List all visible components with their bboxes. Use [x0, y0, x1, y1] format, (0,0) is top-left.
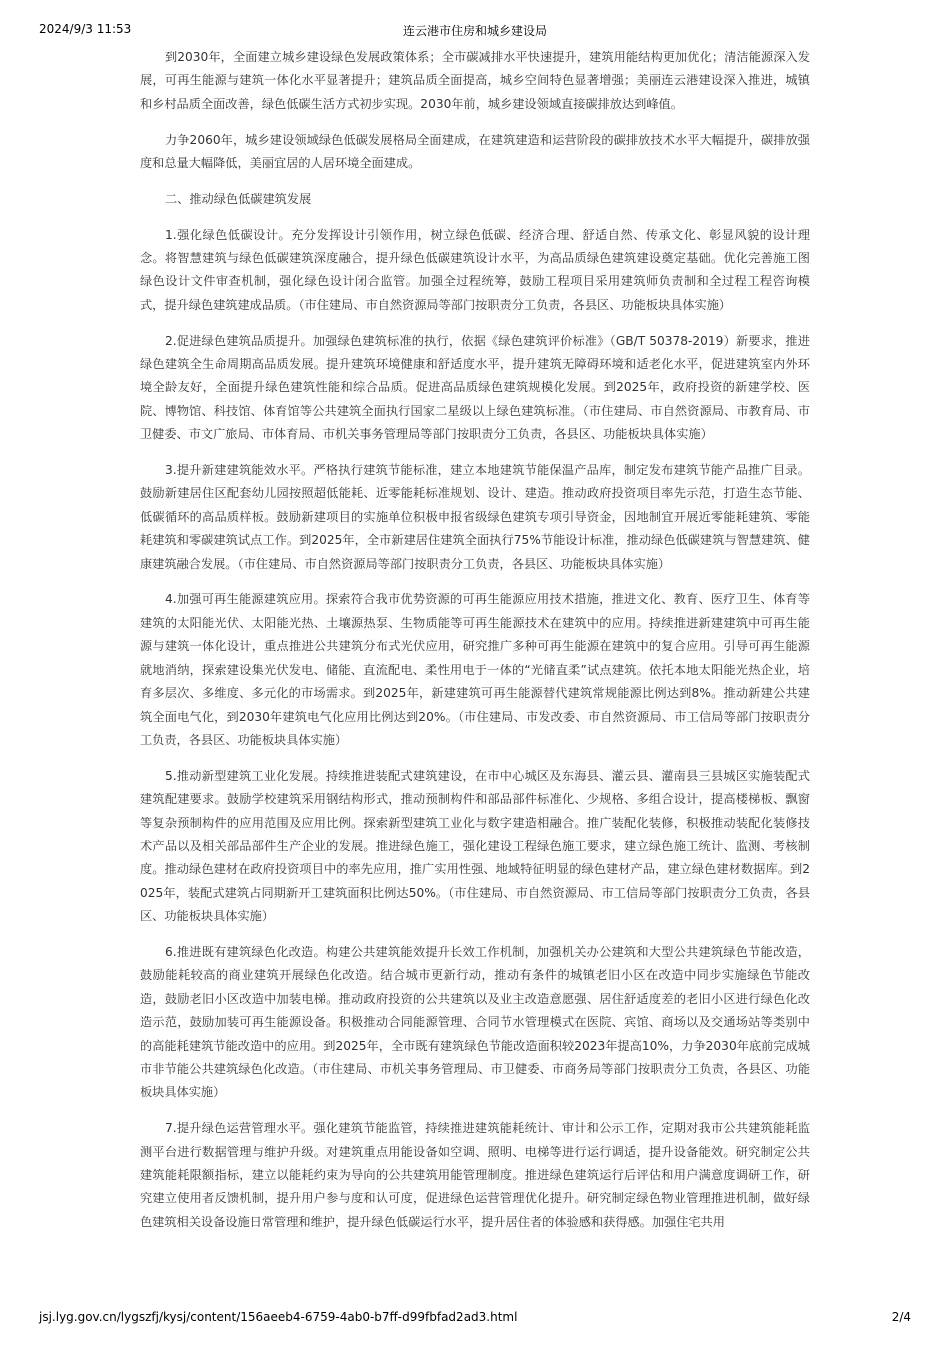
paragraph-item-6: 6.推进既有建筑绿色化改造。构建公共建筑能效提升长效工作机制，加强机关办公建筑和大型公共建筑绿色节能改造，鼓励能耗较高的商业建筑开展绿色化改造。结合城市更新行动，推动有条件的城镇老旧小区在改造中同步实施绿色节能改造，鼓励老旧小区改造中加装电梯。推动政府投资的公共建筑以及业主改造意愿强、居住舒适度差的老旧小区进行绿色化改造示范，鼓励加装可再生能源设备。积极推动合同能源管理、合同节水管理模式在医院、宾馆、商场以及交通场站等类别中的高能耗建筑节能改造中的应用。到2025年，全市既有建筑绿色节能改造面积较2023年提高10%，力争2030年底前完成城市非节能公共建筑绿色化改造。（市住建局、市机关事务管理局、市卫健委、市商务局等部门按职责分工负责，各县区、功能板块具体实施）: [140, 944, 810, 1100]
page-number: 2/4: [891, 1310, 911, 1324]
page-url: jsj.lyg.gov.cn/lygszfj/kysj/content/156aeeb4-6759-4ab0-b7ff-d99fbfad2ad3.html: [39, 1310, 518, 1324]
print-header: [0, 22, 950, 42]
paragraph-item-1: 1.强化绿色低碳设计。充分发挥设计引领作用，树立绿色低碳、经济合理、舒适自然、传承文化、彰显风貌的设计理念。将智慧建筑与绿色低碳建筑深度融合，提升绿色低碳建筑设计水平，为高品质绿色建筑建设奠定基础。优化完善施工图绿色设计文件审查机制，强化绿色设计闭合监管。加强全过程统筹，鼓励工程项目采用建筑师负责制和全过程工程咨询模式，提升绿色建筑建成品质。（市住建局、市自然资源局等部门按职责分工负责，各县区、功能板块具体实施）: [140, 227, 810, 312]
paragraph-item-2: 2.促进绿色建筑品质提升。加强绿色建筑标准的执行，依据《绿色建筑评价标准》（GB/T 50378-2019）新要求，推进绿色建筑全生命周期高品质发展。提升建筑环境健康和舒适度水平，提升建筑无障碍环境和适老化水平，促进建筑室内外环境全龄友好，全面提升绿色建筑性能和综合品质。促进高品质绿色建筑规模化发展。到2025年，政府投资的新建学校、医院、博物馆、科技馆、体育馆等公共建筑全面执行国家二星级以上绿色建筑标准。（市住建局、市自然资源局、市教育局、市卫健委、市文广旅局、市体育局、市机关事务管理局等部门按职责分工负责，各县区、功能板块具体实施）: [140, 333, 810, 442]
print-footer: [0, 1310, 950, 1330]
paragraph-2030-goals: 到2030年，全面建立城乡建设绿色发展政策体系；全市碳减排水平快速提升，建筑用能结构更加优化；清洁能源深入发展，可再生能源与建筑一体化水平显著提升；建筑品质全面提高，城乡空间特色显著增强；美丽连云港建设深入推进，城镇和乡村品质全面改善，绿色低碳生活方式初步实现。2030年前，城乡建设领域直接碳排放达到峰值。: [140, 50, 810, 111]
article-body: [140, 46, 810, 1247]
print-datetime: 2024/9/3 11:53: [39, 22, 132, 36]
paragraph-item-3: 3.提升新建建筑能效水平。严格执行建筑节能标准，建立本地建筑节能保温产品库，制定发布建筑节能产品推广目录。鼓励新建居住区配套幼儿园按照超低能耗、近零能耗标准规划、设计、建造。推动政府投资项目率先示范，打造生态节能、低碳循环的高品质样板。鼓励新建项目的实施单位积极申报省级绿色建筑专项引导资金，因地制宜开展近零能耗建筑、零能耗建筑和零碳建筑试点工作。到2025年，全市新建居住建筑全面执行75%节能设计标准，推动绿色低碳建筑与智慧建筑、健康建筑融合发展。（市住建局、市自然资源局等部门按职责分工负责，各县区、功能板块具体实施）: [140, 463, 810, 571]
paragraph-item-5: 5.推动新型建筑工业化发展。持续推进装配式建筑建设，在市中心城区及东海县、灌云县、灌南县三县城区实施装配式建筑配建要求。鼓励学校建筑采用钢结构形式，推动预制构件和部品部件标准化、少规格、多组合设计，提高楼梯板、飘窗等复杂预制构件的应用范围及应用比例。探索新型建筑工业化与数字建造相融合。推广装配化装修，积极推动装配化装修技术产品以及相关部品部件生产企业的发展。推进绿色施工，强化建设工程绿色施工要求，建立绿色施工统计、监测、考核制度。推动绿色建材在政府投资项目中的率先应用，推广实用性强、地域特征明显的绿色建材产品，建立绿色建材数据库。到2025年，装配式建筑占同期新开工建筑面积比例达50%。（市住建局、市自然资源局、市工信局等部门按职责分工负责，各县区、功能板块具体实施）: [140, 768, 810, 924]
site-title: 连云港市住房和城乡建设局: [402, 24, 547, 38]
paragraph-2060-goals: 力争2060年，城乡建设领域绿色低碳发展格局全面建成，在建筑建造和运营阶段的碳排放技术水平大幅提升，碳排放强度和总量大幅降低，美丽宜居的人居环境全面建成。: [140, 132, 810, 171]
paragraph-item-7: 7.提升绿色运营管理水平。强化建筑节能监管，持续推进建筑能耗统计、审计和公示工作，定期对我市公共建筑能耗监测平台进行数据管理与维护升级。对建筑重点用能设备如空调、照明、电梯等进行运行调适，提升设备能效。研究制定公共建筑能耗限额指标，建立以能耗约束为导向的公共建筑用能管理制度。推进绿色建筑运行后评估和用户满意度调研工作，研究建立使用者反馈机制，提升用户参与度和认可度，促进绿色运营管理优化提升。研究制定绿色物业管理推进机制，做好绿色建筑相关设备设施日常管理和维护，提升绿色低碳运行水平，提升居住者的体验感和获得感。加强住宅共用: [140, 1121, 810, 1229]
section-heading-green-buildings: 二、推动绿色低碳建筑发展: [165, 191, 312, 206]
paragraph-item-4: 4.加强可再生能源建筑应用。探索符合我市优势资源的可再生能源应用技术措施，推进文化、教育、医疗卫生、体育等建筑的太阳能光伏、太阳能光热、土壤源热泵、生物质能等可再生能源技术在建筑中的应用。持续推进新建建筑中可再生能源与建筑一体化设计，重点推进公共建筑分布式光伏应用，研究推广多种可再生能源在建筑中的复合应用。引导可再生能源就地消纳，探索建设集光伏发电、储能、直流配电、柔性用电于一体的“光储直柔”试点建筑。依托本地太阳能光热企业，培育多层次、多维度、多元化的市场需求。到2025年，新建建筑可再生能源替代建筑常规能源比例达到8%。推动新建公共建筑全面电气化，到2030年建筑电气化应用比例达到20%。（市住建局、市发改委、市自然资源局、市工信局等部门按职责分工负责，各县区、功能板块具体实施）: [140, 592, 810, 747]
